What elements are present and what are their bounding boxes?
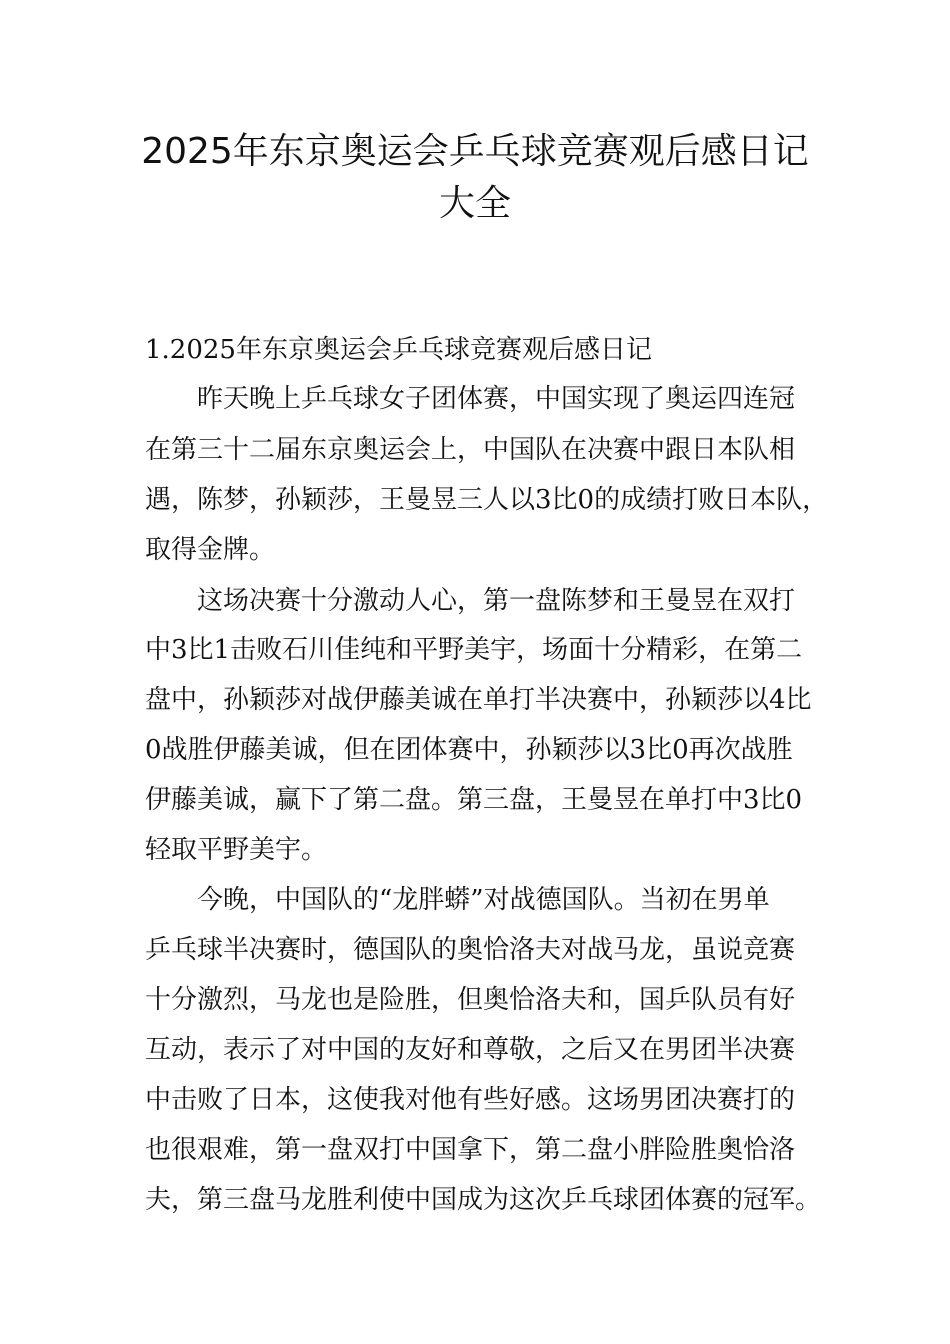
paragraph-line: 十分激烈，马龙也是险胜，但奥恰洛夫和，国乒队员有好	[145, 985, 796, 1015]
paragraph-line: 今晚，中国队的“龙胖蟒”对战德国队。当初在男单	[197, 885, 770, 915]
document-title-line-2: 大全	[438, 183, 511, 224]
section-heading: 1.2025年东京奥运会乒乓球竞赛观后感日记	[145, 335, 652, 365]
paragraph-line: 这场决赛十分激动人心，第一盘陈梦和王曼昱在双打	[197, 586, 796, 616]
paragraph-line: 乒乓球半决赛时，德国队的奥恰洛夫对战马龙，虽说竞赛	[145, 935, 796, 965]
paragraph-line: 在第三十二届东京奥运会上，中国队在决赛中跟日本队相	[145, 435, 796, 465]
paragraph-line: 中击败了日本，这使我对他有些好感。这场男团决赛打的	[145, 1085, 796, 1115]
document-title-line-1: 2025年东京奥运会乒乓球竞赛观后感日记	[141, 131, 809, 172]
paragraph-line: 夫，第三盘马龙胜利使中国成为这次乒乓球团体赛的冠军。	[145, 1185, 822, 1215]
paragraph-line: 也很艰难，第一盘双打中国拿下，第二盘小胖险胜奥恰洛	[145, 1135, 796, 1165]
paragraph-line: 盘中，孙颖莎对战伊藤美诚在单打半决赛中，孙颖莎以4比	[145, 685, 812, 715]
paragraph-line: 互动，表示了对中国的友好和尊敬，之后又在男团半决赛	[145, 1035, 796, 1065]
paragraph-line: 伊藤美诚，赢下了第二盘。第三盘，王曼昱在单打中3比0	[145, 785, 803, 815]
paragraph-line: 取得金牌。	[145, 535, 276, 565]
paragraph-line: 昨天晚上乒乓球女子团体赛，中国实现了奥运四连冠	[197, 384, 796, 414]
paragraph-line: 遇，陈梦，孙颖莎，王曼昱三人以3比0的成绩打败日本队，	[145, 485, 829, 515]
paragraph-line: 中3比1击败石川佳纯和平野美宇，场面十分精彩，在第二	[145, 635, 803, 665]
paragraph-line: 轻取平野美宇。	[145, 835, 328, 865]
paragraph-line: 0战胜伊藤美诚，但在团体赛中，孙颖莎以3比0再次战胜	[145, 735, 793, 765]
